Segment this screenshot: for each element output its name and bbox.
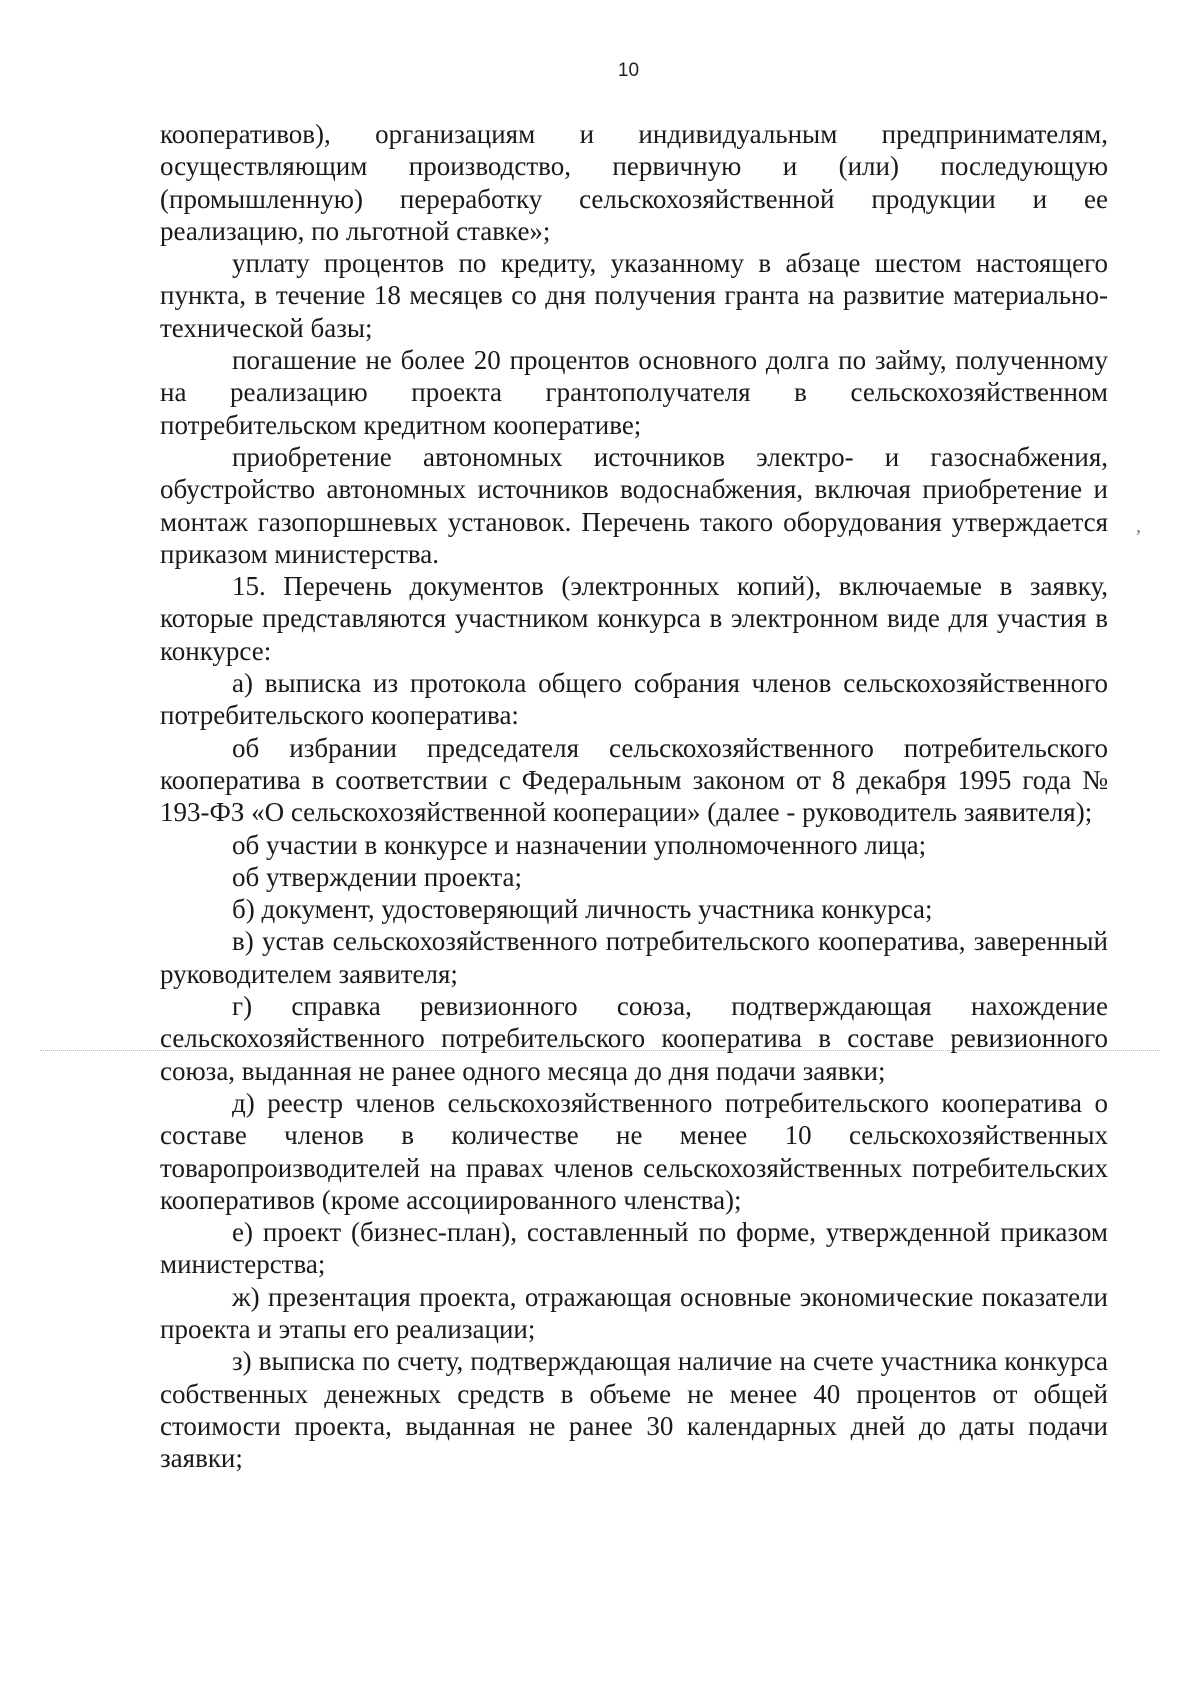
paragraph: уплату процентов по кредиту, указанному в абзаце шестом настоящего пункта, в течение 18 месяцев со дня получения гранта на развитие материально-технической базы; <box>160 248 1108 343</box>
list-item-v: в) устав сельскохозяйственного потребительского кооператива, заверенный руководителем заявителя; <box>160 926 1108 989</box>
list-item-zh: ж) презентация проекта, отражающая основные экономические показатели проекта и этапы его реализации; <box>160 1281 1108 1344</box>
paragraph: приобретение автономных источников электро- и газоснабжения, обустройство автономных источников водоснабжения, включая приобретение и монтаж газопоршневых установок. Перечень такого оборудования утверждается приказом министерства. <box>160 441 1108 569</box>
paragraph: кооперативов), организациям и индивидуальным предпринимателям, осуществляющим производство, первичную и (или) последующую (промышленную) переработку сельскохозяйственной продукции и ее реализацию, по льготной ставке»; <box>160 119 1108 246</box>
list-item-e: е) проект (бизнес-план), составленный по форме, утвержденной приказом министерства; <box>160 1217 1108 1280</box>
list-item-b: б) документ, удостоверяющий личность участника конкурса; <box>232 894 933 925</box>
paragraph: погашение не более 20 процентов основного долга по займу, полученному на реализацию проекта грантополучателя в сельскохозяйственном потребительском кредитном кооперативе; <box>160 345 1108 440</box>
document-body <box>160 118 1108 1474</box>
list-item-d: д) реестр членов сельскохозяйственного потребительского кооператива о составе членов в количестве не менее 10 сельскохозяйственных товаропроизводителей на правах членов сельскохозяйственных потребительских кооперативов (кроме ассоциированного членства); <box>160 1087 1108 1215</box>
scan-artifact-mark: , <box>1136 515 1141 537</box>
paragraph: об избрании председателя сельскохозяйственного потребительского кооператива в соответствии с Федеральным законом от 8 декабря 1995 года № 193-ФЗ «О сельскохозяйственной кооперации» (далее - руководитель заявителя); <box>160 732 1108 828</box>
list-item-z: з) выписка по счету, подтверждающая наличие на счете участника конкурса собственных денежных средств в объеме не менее 40 процентов от общей стоимости проекта, выданная не ранее 30 календарных дней до даты подачи заявки; <box>160 1346 1108 1474</box>
paragraph: об участии в конкурсе и назначении уполномоченного лица; <box>232 829 927 860</box>
page-number: 10 <box>617 60 640 81</box>
paragraph-item-15: 15. Перечень документов (электронных копий), включаемые в заявку, которые представляются участником конкурса в электронном виде для участия в конкурсе: <box>160 571 1108 666</box>
paragraph: об утверждении проекта; <box>232 861 522 892</box>
list-item-a: а) выписка из протокола общего собрания членов сельскохозяйственного потребительского кооператива: <box>160 668 1108 731</box>
list-item-g: г) справка ревизионного союза, подтверждающая нахождение сельскохозяйственного потребительского кооператива в составе ревизионного союза, выданная не ранее одного месяца до дня подачи заявки; <box>160 991 1108 1086</box>
